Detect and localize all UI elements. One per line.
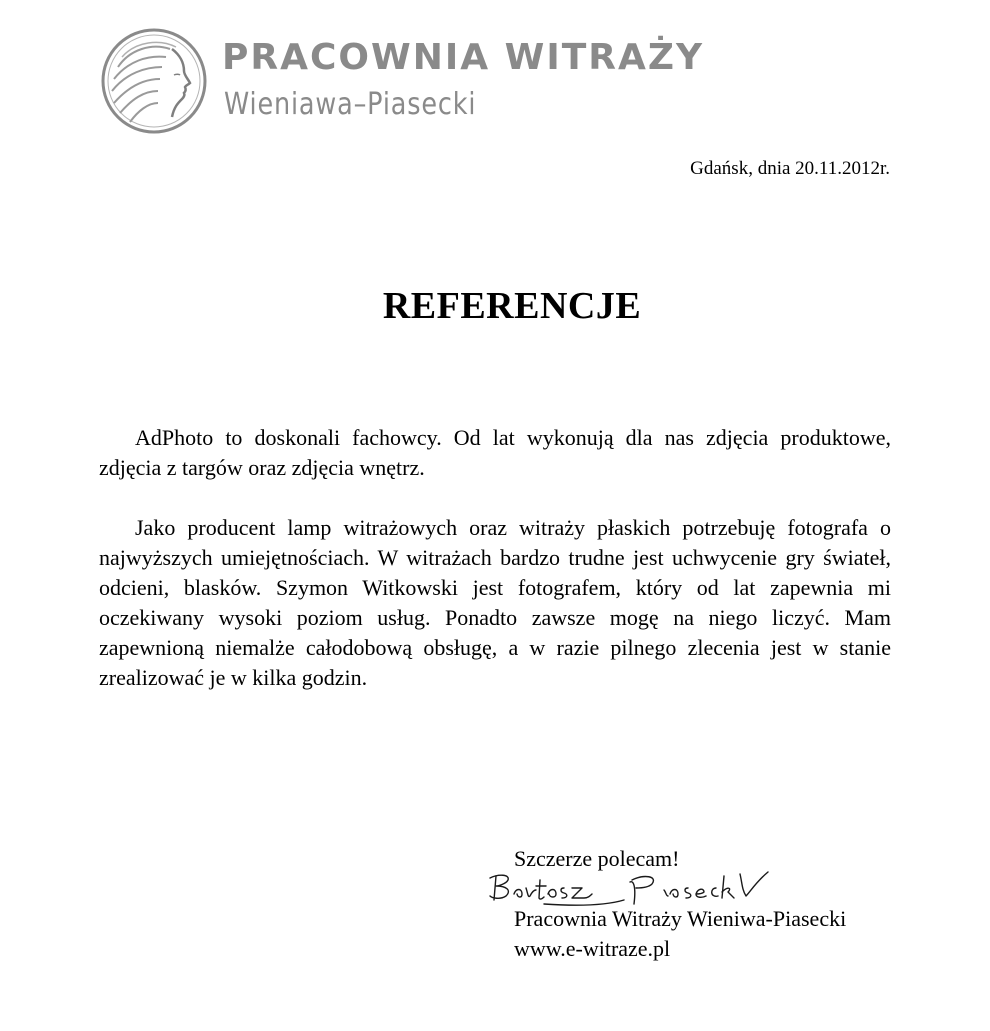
closing-block bbox=[514, 844, 846, 964]
website-link[interactable]: www.e-witraze.pl bbox=[514, 936, 671, 961]
brand-name: PRACOWNIA WITRAŻY bbox=[222, 37, 705, 78]
letter-body bbox=[99, 423, 891, 723]
date-line: Gdańsk, dnia 20.11.2012r. bbox=[690, 158, 890, 179]
paragraph: Jako producent lamp witrażowych oraz witraży płaskich potrzebuję fotografa o najwyższych umiejętnościach. W witrażach bardzo trudne jest uchwycenie gry świateł, odcieni, blasków. Szymon Witkowski jest fotografem, który od lat zapewnia mi oczekiwany wysoki poziom usług. Ponadto zawsze mogę na niego liczyć. Mam zapewnioną niemalże całodobową obsługę, a w razie pilnego zlecenia jest w stanie zrealizować je w kilka godzin. bbox=[99, 515, 891, 690]
woman-profile-logo-icon bbox=[100, 27, 208, 135]
company-name: Pracownia Witraży Wieniwa-Piasecki bbox=[514, 906, 847, 931]
document-title: REFERENCJE bbox=[382, 285, 642, 327]
letterhead bbox=[100, 27, 705, 137]
brand-subtitle: Wieniawa–Piasecki bbox=[224, 87, 477, 122]
closing-recommendation: Szczerze polecam! bbox=[514, 846, 680, 871]
paragraph: AdPhoto to doskonali fachowcy. Od lat wykonują dla nas zdjęcia produktowe, zdjęcia z targów oraz zdjęcia wnętrz. bbox=[99, 425, 891, 480]
